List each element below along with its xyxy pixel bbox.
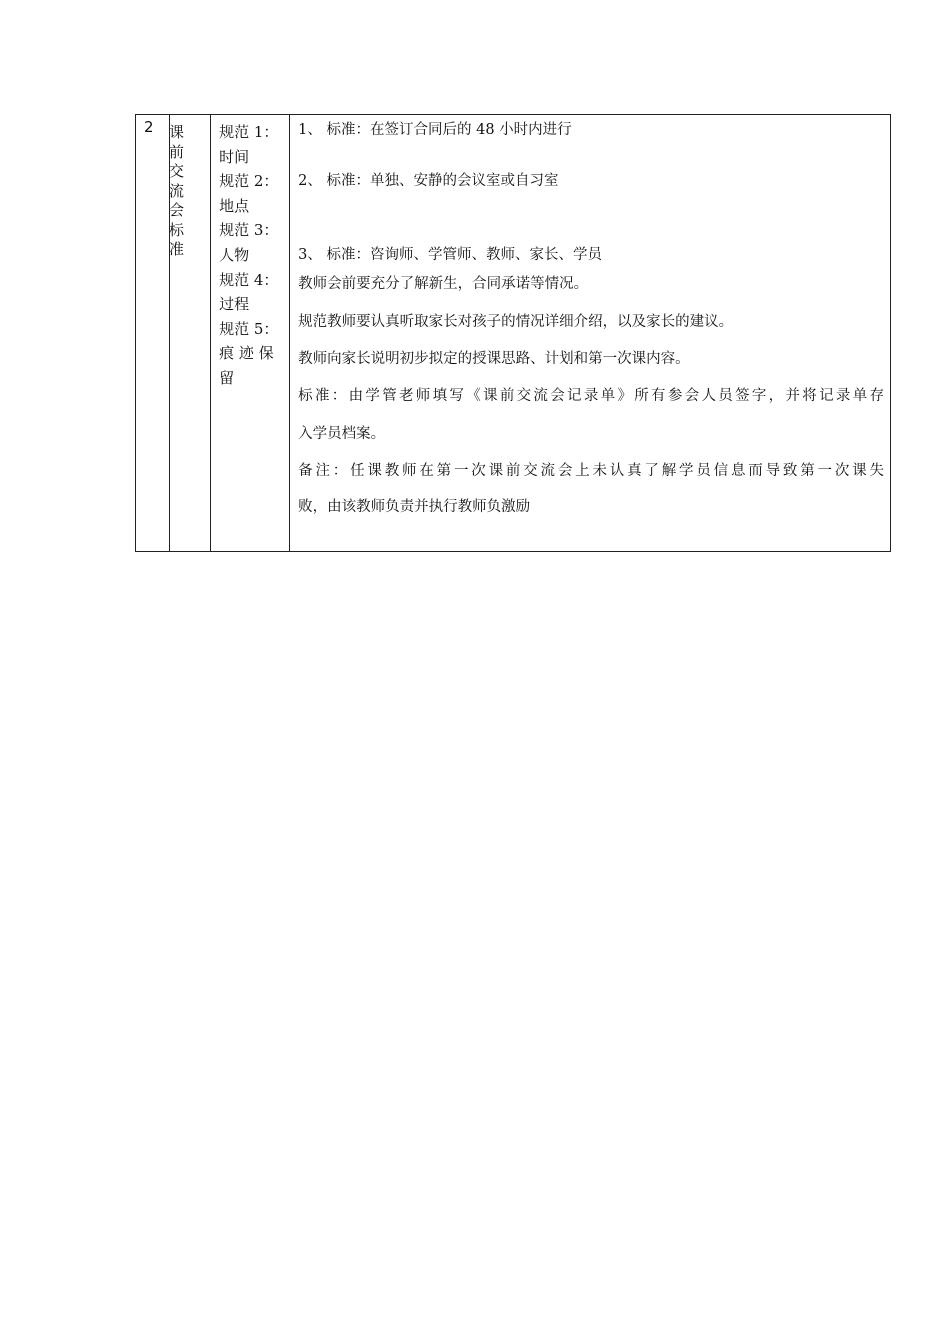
record-standard-line-2: 入学员档案。 xyxy=(298,426,386,442)
category-char: 课 xyxy=(169,123,185,141)
category-char: 会 xyxy=(169,201,185,219)
norm-value: 痕 迹 保 xyxy=(219,344,274,363)
norm-label: 规范 4： xyxy=(219,270,279,289)
category-char: 流 xyxy=(169,181,185,200)
table-row xyxy=(136,115,891,552)
norm-label: 规范 3： xyxy=(219,221,279,240)
norm-label: 规范 5： xyxy=(219,319,279,338)
remark-line-2: 败，由该教师负责并执行教师负激励 xyxy=(298,499,531,515)
process-paragraph-2: 规范教师要认真听取家长对孩子的情况详细介绍，以及家长的建议。 xyxy=(298,314,734,330)
content-cell xyxy=(290,115,891,552)
norm-label: 规范 1： xyxy=(219,123,279,141)
category-char: 交 xyxy=(169,162,185,180)
location-standard: 2、 标准：单独、安静的会议室或自习室 xyxy=(298,173,559,189)
category-char: 准 xyxy=(169,240,185,258)
time-standard: 1、 标准：在签订合同后的 48 小时内进行 xyxy=(298,122,572,138)
process-paragraph-1: 教师会前要充分了解新生，合同承诺等情况。 xyxy=(298,276,589,292)
row-number: 2 xyxy=(144,118,154,136)
record-standard-line-1: 标准：由学管老师填写《课前交流会记录单》所有参会人员签字，并将记录单存 xyxy=(298,388,884,404)
norm-value: 过程 xyxy=(219,295,250,314)
remark-line-1: 备注：任课教师在第一次课前交流会上未认真了解学员信息而导致第一次课失 xyxy=(298,463,884,479)
category-cell xyxy=(170,115,211,552)
participants-standard: 3、 标准：咨询师、学管师、教师、家长、学员 xyxy=(298,247,603,263)
norm-value: 人物 xyxy=(219,245,250,264)
norm-cell xyxy=(211,115,290,552)
norm-value: 留 xyxy=(219,368,235,387)
norm-value: 地点 xyxy=(219,196,250,215)
process-paragraph-3: 教师向家长说明初步拟定的授课思路、计划和第一次课内容。 xyxy=(298,351,690,367)
category-char: 标 xyxy=(169,220,185,239)
norm-value: 时间 xyxy=(219,147,250,166)
standards-table xyxy=(135,114,891,552)
row-number-cell xyxy=(136,115,170,552)
category-char: 前 xyxy=(169,142,185,161)
norm-label: 规范 2： xyxy=(219,172,279,191)
